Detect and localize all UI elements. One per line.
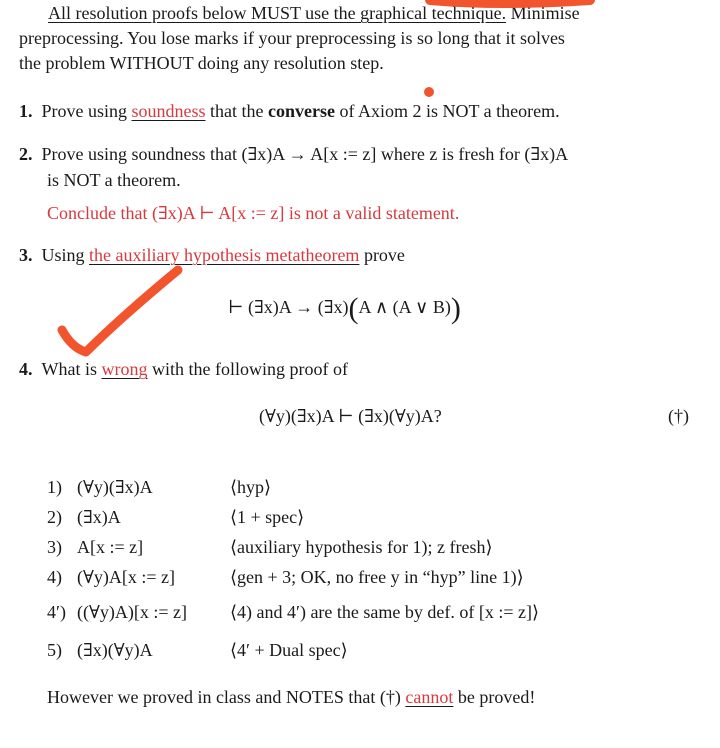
cannot-link[interactable]: cannot (405, 687, 454, 707)
proof-step (47, 601, 66, 624)
question-2-number: 2. (19, 144, 33, 164)
question-2-line-1: Prove using soundness that (∃x)A → A[x := z] where z is fresh for (∃x)A (41, 144, 569, 164)
question-4-number: 4. (19, 359, 33, 379)
question-3 (19, 244, 405, 267)
proof-step (47, 506, 62, 529)
question-3-formula-inner: A ∧ (A ∨ B) (358, 297, 451, 317)
intro-line-1-main: All resolution proofs below MUST use the graphical technique. (48, 3, 507, 23)
intro-line-1 (48, 2, 580, 25)
question-3-number: 3. (19, 245, 33, 265)
question-4-tag: (†) (668, 406, 689, 426)
question-3-formula (228, 294, 461, 324)
question-1-number: 1. (19, 101, 33, 121)
question-4-text-a: What is (41, 359, 97, 379)
proof-step-expr: A[x := z] (77, 537, 144, 557)
proof-step-expr: (∀y)(∃x)A (77, 477, 153, 497)
question-3-formula-left: ⊢ (∃x)A → (∃x) (228, 297, 349, 317)
soundness-link[interactable]: soundness (131, 101, 206, 121)
question-1-bold-word: converse (268, 101, 335, 121)
proof-step (47, 639, 62, 662)
proof-step-justification: ⟨1 + spec⟩ (230, 507, 305, 527)
question-4-text-b: with the following proof of (152, 359, 348, 379)
question-3-text-a: Using (41, 245, 85, 265)
formula-open-paren: ( (348, 292, 359, 325)
proof-step-label: 4) (47, 567, 62, 587)
proof-step-expr: (∀y)A[x := z] (77, 567, 175, 587)
proof-step-label: 5) (47, 640, 62, 660)
question-2 (19, 143, 568, 166)
wrong-link[interactable]: wrong (101, 359, 148, 379)
question-2-line-2: is NOT a theorem. (47, 170, 181, 190)
question-3-text-b: prove (363, 245, 405, 265)
proof-step (47, 476, 62, 499)
final-statement (47, 686, 535, 709)
question-2-note: Conclude that (∃x)A ⊢ A[x := z] is not a valid statement. (47, 203, 460, 223)
question-4-formula: (∀y)(∃x)A ⊢ (∃x)(∀y)A? (259, 406, 442, 426)
proof-step-justification: ⟨4′ + Dual spec⟩ (230, 640, 348, 660)
question-1 (19, 100, 560, 123)
proof-step-expr: ((∀y)A)[x := z] (77, 602, 187, 622)
proof-step-justification: ⟨4) and 4′) are the same by def. of [x := z]⟩ (230, 602, 540, 622)
proof-step-expr: (∃x)(∀y)A (77, 640, 153, 660)
proof-step-justification: ⟨hyp⟩ (230, 477, 272, 497)
proof-step-label: 1) (47, 477, 62, 497)
final-statement-a: However we proved in class and NOTES that (†) (47, 687, 401, 707)
intro-line-2: preprocessing. You lose marks if your preprocessing is so long that it solves (19, 28, 565, 48)
question-4 (19, 358, 348, 381)
proof-step-label: 3) (47, 537, 62, 557)
intro-line-1-rest: Minimise (510, 3, 580, 23)
proof-step-label: 2) (47, 507, 62, 527)
proof-step (47, 566, 62, 589)
proof-step (47, 536, 62, 559)
final-statement-b: be proved! (457, 687, 536, 707)
proof-step-label: 4′) (47, 602, 66, 622)
proof-step-justification: ⟨auxiliary hypothesis for 1); z fresh⟩ (230, 537, 493, 557)
auxiliary-hypothesis-link[interactable]: the auxiliary hypothesis metatheorem (89, 245, 360, 265)
checkmark-icon (62, 270, 178, 352)
question-1-text-c: of Axiom 2 is NOT a theorem. (339, 101, 560, 121)
question-1-text-a: Prove using (41, 101, 127, 121)
proof-step-justification: ⟨gen + 3; OK, no free y in “hyp” line 1)⟩ (230, 567, 524, 587)
question-1-text-b: that the (210, 101, 264, 121)
intro-line-3: the problem WITHOUT doing any resolution step. (19, 53, 384, 73)
red-dot (424, 87, 434, 97)
formula-close-paren: ) (450, 292, 461, 325)
proof-step-expr: (∃x)A (77, 507, 121, 527)
